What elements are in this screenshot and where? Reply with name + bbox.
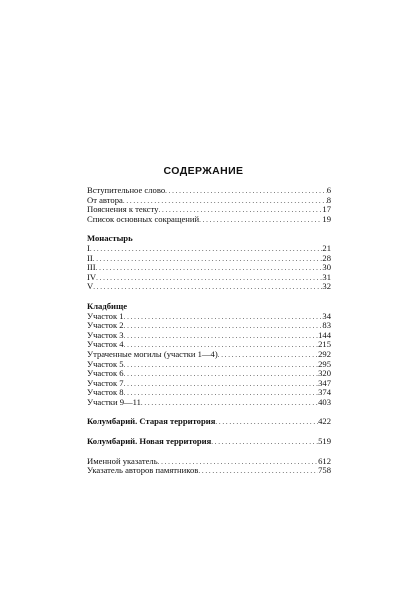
toc-entry-label: Участок 8: [87, 387, 124, 398]
toc-entry-page: 347: [318, 377, 331, 388]
toc-entry-page: 144: [318, 329, 331, 340]
toc-entry-label: Участок 1: [87, 310, 124, 321]
toc-entry-page: 34: [322, 310, 331, 321]
toc-entry-page: 215: [318, 339, 331, 350]
toc-entry-page: 32: [322, 281, 331, 292]
toc-entry-label: Участок 7: [87, 377, 124, 388]
table-of-contents: [87, 186, 331, 476]
toc-entry-page: 8: [326, 194, 331, 205]
toc-entry: [87, 417, 331, 427]
toc-entry-page: 295: [318, 358, 331, 369]
toc-entry: [87, 466, 331, 476]
toc-entry-page: 6: [326, 185, 331, 195]
toc-entry-page: 292: [318, 348, 331, 359]
dot-leader: [124, 361, 319, 371]
toc-entry-page: 83: [322, 320, 331, 331]
toc-entry-page: 31: [322, 271, 331, 282]
toc-entry: [87, 282, 331, 292]
toc-entry-label: I: [87, 242, 90, 253]
toc-group-front-matter: [87, 186, 331, 224]
toc-entry: [87, 273, 331, 283]
toc-entry-page: 403: [318, 396, 331, 407]
toc-entry-label: Вступительное слово: [87, 185, 166, 195]
toc-entry-label: Указатель авторов памятников: [87, 465, 199, 476]
toc-entry-label: От автора: [87, 194, 123, 205]
toc-entry: [87, 186, 331, 196]
dot-leader: [141, 399, 318, 409]
dot-leader: [124, 313, 323, 323]
dot-leader: [124, 370, 319, 380]
toc-group-columbarium-old: [87, 417, 331, 427]
dot-leader: [165, 187, 327, 197]
dot-leader: [90, 245, 323, 255]
toc-entry-label: Колумбарий. Старая территория: [87, 416, 216, 427]
dot-leader: [124, 389, 319, 399]
toc-group-indexes: [87, 457, 331, 476]
toc-group-columbarium-new: [87, 437, 331, 447]
toc-entry-label: Именной указатель: [87, 455, 158, 466]
toc-entry-label: Участок 5: [87, 358, 124, 369]
toc-entry: [87, 263, 331, 273]
dot-leader: [93, 255, 323, 265]
toc-entry-label: II: [87, 252, 93, 263]
toc-entry-page: 28: [322, 252, 331, 263]
toc-entry-label: Участок 2: [87, 320, 124, 331]
toc-entry-label: Список основных сокращений: [87, 213, 200, 224]
toc-entry-label: Участок 6: [87, 368, 124, 379]
toc-entry-label: Пояснения к тексту: [87, 204, 159, 215]
toc-entry-page: 21: [322, 242, 331, 253]
toc-group-cemetery: [87, 302, 331, 408]
toc-entry: [87, 437, 331, 447]
toc-group-monastery: [87, 234, 331, 292]
dot-leader: [96, 264, 323, 274]
toc-entry: [87, 398, 331, 408]
section-heading: Кладбище: [87, 300, 128, 311]
dot-leader: [93, 283, 322, 293]
toc-entry-page: 30: [322, 262, 331, 273]
dot-leader: [124, 332, 319, 342]
toc-entry-label: III: [87, 262, 96, 273]
toc-entry-label: V: [87, 281, 94, 292]
toc-entry: [87, 254, 331, 264]
page-title: СОДЕРЖАНИЕ: [163, 165, 244, 177]
dot-leader: [211, 438, 318, 448]
toc-entry-label: Участок 4: [87, 339, 124, 350]
toc-entry-page: 612: [318, 455, 331, 466]
section-heading: Монастырь: [87, 233, 133, 244]
toc-entry: [87, 244, 331, 254]
toc-entry-page: 758: [318, 465, 331, 476]
dot-leader: [124, 322, 323, 332]
toc-entry-page: 422: [318, 416, 331, 427]
toc-entry-label: IV: [87, 271, 97, 282]
dot-leader: [124, 380, 319, 390]
dot-leader: [96, 274, 322, 284]
toc-entry-label: Участок 3: [87, 329, 124, 340]
toc-entry-label: Утраченные могилы (участки 1—4): [87, 348, 218, 359]
toc-entry-page: 320: [318, 368, 331, 379]
toc-entry-label: Участки 9—11: [87, 396, 141, 407]
toc-entry-page: 374: [318, 387, 331, 398]
dot-leader: [215, 418, 318, 428]
toc-entry-page: 19: [322, 213, 331, 224]
toc-entry-page: 17: [322, 204, 331, 215]
toc-entry-label: Колумбарий. Новая территория: [87, 436, 212, 447]
toc-entry: [87, 215, 331, 225]
dot-leader: [199, 216, 322, 226]
dot-leader: [198, 467, 318, 477]
toc-entry-page: 519: [318, 436, 331, 447]
dot-leader: [218, 351, 318, 361]
